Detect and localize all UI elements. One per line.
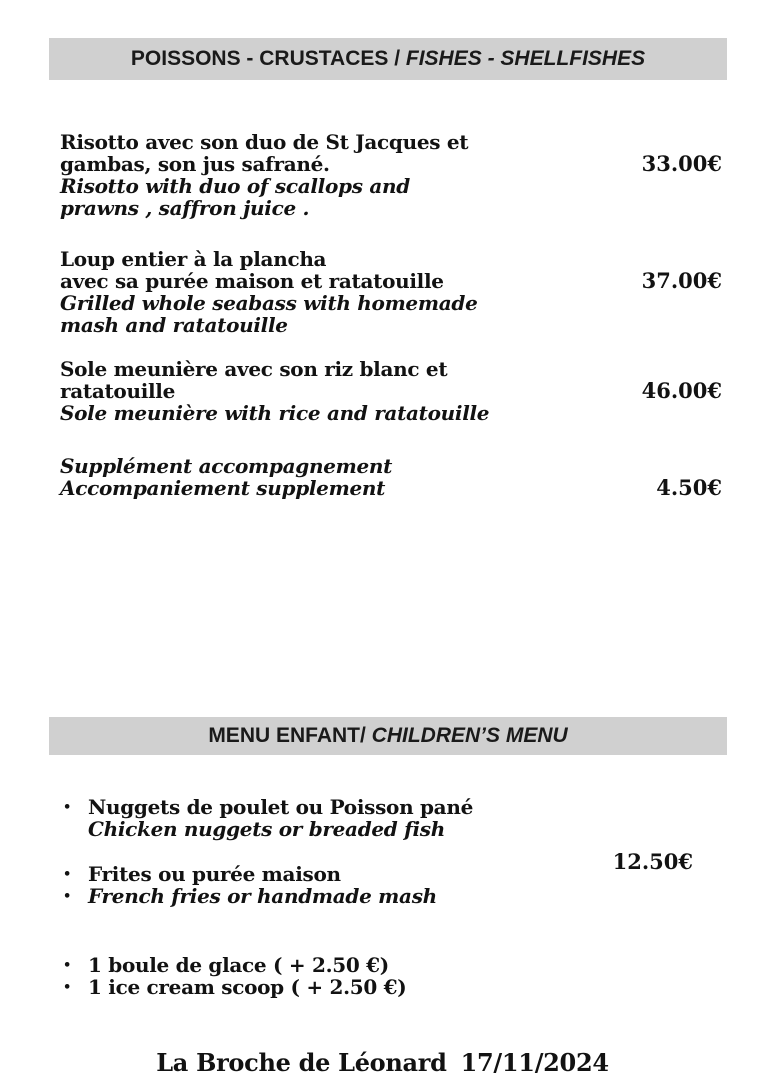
section-header-kids	[49, 717, 727, 755]
item-name-fr-line: ratatouille	[60, 379, 176, 403]
item-price: 37.00€	[641, 268, 722, 293]
item-name-en-line: Accompaniement supplement	[60, 476, 386, 500]
kids-item-text: Frites ou purée maison	[88, 862, 341, 886]
item-price: 33.00€	[641, 151, 722, 176]
bullet-icon: •	[63, 799, 72, 815]
item-name-fr-line: Sole meunière avec son riz blanc et	[60, 357, 448, 381]
item-name-block	[60, 248, 580, 336]
item-name-fr-line: avec sa purée maison et ratatouille	[60, 269, 444, 293]
section-header-fish	[49, 38, 727, 80]
kids-item-fries-en	[63, 885, 437, 907]
item-name-fr-line: Loup entier à la plancha	[60, 247, 327, 271]
menu-item-risotto	[60, 131, 722, 219]
item-name-fr-line: Risotto avec son duo de St Jacques et	[60, 130, 469, 154]
kids-item-text: 1 boule de glace ( + 2.50 €)	[88, 953, 389, 977]
bullet-icon: •	[63, 866, 72, 882]
item-name-en-line: Sole meunière with rice and ratatouille	[60, 401, 490, 425]
bullet-icon: •	[63, 957, 72, 973]
menu-item-supplement	[60, 455, 722, 499]
item-name-fr-line: gambas, son jus safrané.	[60, 152, 330, 176]
section-title-kids-english: CHILDREN’S MENU	[371, 724, 568, 747]
kids-item-text: Chicken nuggets or breaded fish	[88, 817, 445, 841]
footer	[0, 1050, 765, 1076]
menu-item-seabass	[60, 248, 722, 336]
kids-menu-price: 12.50€	[612, 849, 693, 874]
kids-item-text: Nuggets de poulet ou Poisson pané	[88, 795, 473, 819]
menu-date: 17/11/2024	[460, 1048, 609, 1077]
restaurant-name: La Broche de Léonard	[156, 1048, 447, 1077]
item-name-block	[60, 131, 580, 219]
kids-item-text: 1 ice cream scoop ( + 2.50 €)	[88, 975, 407, 999]
item-name-en-line: prawns , saffron juice .	[60, 196, 310, 220]
section-title-fish-french: POISSONS - CRUSTACES /	[130, 47, 406, 70]
item-name-en-line: Risotto with duo of scallops and	[60, 174, 410, 198]
item-price: 46.00€	[641, 378, 722, 403]
kids-item-nuggets-fr	[63, 796, 473, 818]
kids-item-nuggets-en	[63, 818, 445, 840]
menu-item-sole	[60, 358, 722, 424]
bullet-icon: •	[63, 979, 72, 995]
item-name-en-line: Grilled whole seabass with homemade	[60, 291, 478, 315]
item-name-fr-line: Supplément accompagnement	[60, 454, 393, 478]
section-title-kids-french: MENU ENFANT/	[208, 724, 372, 747]
kids-item-icecream-en	[63, 976, 406, 998]
item-name-en-line: mash and ratatouille	[60, 313, 288, 337]
item-name-block	[60, 358, 580, 424]
item-name-block	[60, 455, 580, 499]
kids-item-text: French fries or handmade mash	[88, 884, 437, 908]
kids-item-fries-fr	[63, 863, 341, 885]
section-title-fish-english: FISHES - SHELLFISHES	[405, 47, 646, 70]
bullet-icon: •	[63, 888, 72, 904]
kids-item-icecream-fr	[63, 954, 389, 976]
item-price: 4.50€	[656, 475, 722, 500]
